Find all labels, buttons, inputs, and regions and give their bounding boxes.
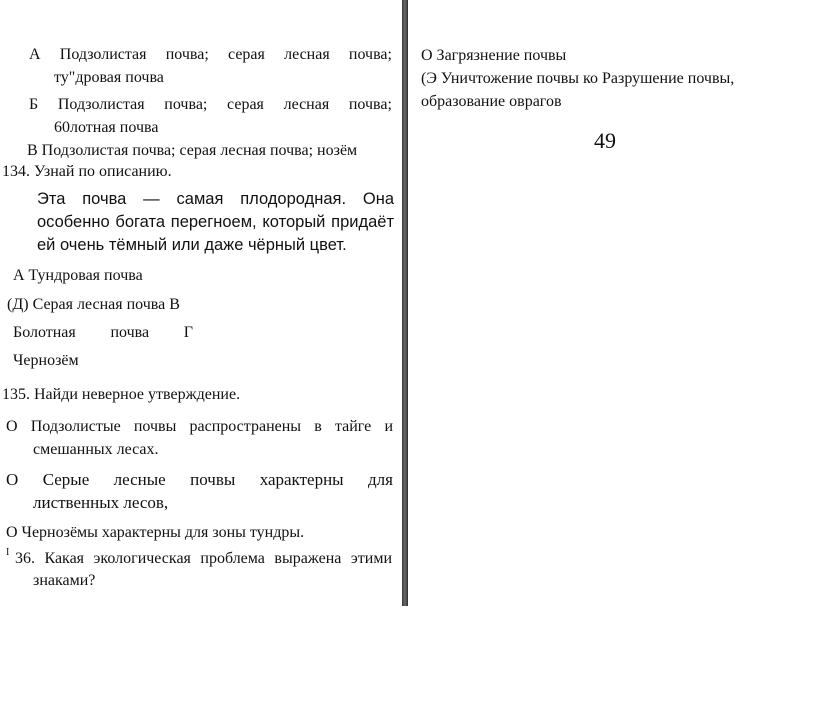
word: характерны: [259, 470, 344, 489]
page-divider: [402, 0, 408, 606]
q135-option-2-line2: лиственных лесов,: [33, 493, 169, 512]
word: почва;: [348, 96, 392, 113]
q134-description: Эта почва — самая плодородная. Она особенно богата перегноем, который придаёт ей очень тёмный или даже чёрный цвет.: [37, 190, 394, 254]
page-number: 49: [594, 128, 616, 153]
word: почва;: [165, 46, 209, 63]
q136-line1: [15, 550, 392, 568]
q135-option-3: О Чернозёмы характерны для зоны тундры.: [6, 524, 305, 541]
word: выражена: [274, 550, 342, 567]
word: почвы: [190, 470, 236, 489]
q134-option-b: (Д) Серая лесная почва В: [7, 296, 180, 313]
word: в: [314, 418, 322, 435]
word: О: [6, 418, 18, 435]
word: лесная: [284, 46, 330, 63]
word: лесные: [113, 470, 166, 489]
right-option-1: О Загрязнение почвы: [421, 47, 567, 64]
word: почвы: [133, 418, 177, 435]
word: экологическая: [93, 550, 191, 567]
q134-title: 134. Узнай по описанию.: [2, 163, 172, 180]
word: тайге: [334, 418, 372, 435]
word: Подзолистые: [30, 418, 121, 435]
q135-title: 135. Найди неверное утверждение.: [2, 386, 241, 403]
word: лесная: [283, 96, 330, 113]
word: Б: [29, 96, 39, 113]
word: проблема: [200, 550, 265, 567]
word: Какая: [44, 550, 85, 567]
word: А: [29, 46, 41, 63]
word: почва: [110, 324, 150, 341]
word: серая: [227, 96, 264, 113]
right-option-2-cont: образование оврагов: [421, 93, 562, 110]
word: Подзолистая: [57, 96, 145, 113]
q133-option-b-line1: [29, 96, 392, 114]
q136-tick-mark: I: [6, 547, 10, 558]
q134-option-v: [13, 324, 193, 342]
q135-option-1-line1: [6, 418, 393, 436]
word: 36.: [15, 550, 35, 567]
q133-option-a-line1: [29, 46, 392, 64]
q134-option-a: А Тундровая почва: [13, 267, 143, 284]
word: почва;: [164, 96, 208, 113]
q134-option-g: Чернозём: [13, 352, 79, 369]
word: для: [368, 470, 393, 489]
word: Г: [183, 324, 193, 341]
word: серая: [228, 46, 265, 63]
word: этими: [350, 550, 392, 567]
word: Болотная: [13, 324, 76, 341]
word: почва;: [348, 46, 392, 63]
q136-line2: знаками?: [33, 572, 96, 589]
q135-option-1-line2: смешанных лесах.: [33, 441, 159, 458]
q133-option-a-line2: ту"дровая почва: [54, 69, 164, 86]
word: О: [6, 470, 19, 489]
right-option-2: (Э Уничтожение почвы ко Разрушение почвы,: [421, 70, 735, 87]
word: распространены: [189, 418, 302, 435]
word: и: [384, 418, 393, 435]
q133-option-v: В Подзолистая почва; серая лесная почва; нозём: [27, 142, 358, 159]
word: Серые: [42, 470, 90, 489]
word: Подзолистая: [59, 46, 147, 63]
q135-option-2-line1: [6, 470, 393, 490]
q133-option-b-line2: 60лотная почва: [54, 119, 159, 136]
